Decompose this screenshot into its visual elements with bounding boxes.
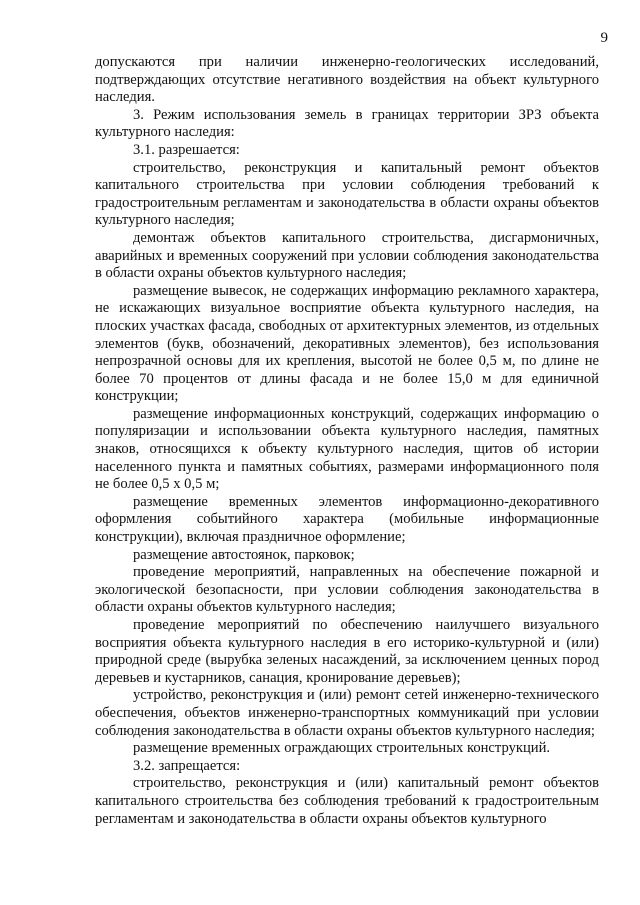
page-number: 9 xyxy=(600,30,608,46)
paragraph-continuation: допускаются при наличии инженерно-геологических исследований, подтверждающих отсутствие негативного воздействия на объект культурного наследия. xyxy=(95,54,599,106)
permitted-item-temporary-decor: размещение временных элементов информационно-декоративного оформления событийного характера (мобильные информационные конструкции), включая праздничное оформление; xyxy=(95,493,599,546)
permitted-item-demolition: демонтаж объектов капитального строительства, дисгармоничных, аварийных и временных сооружений при условии соблюдения законодательства в области охраны объектов культурного наследия; xyxy=(95,229,599,282)
permitted-item-temporary-fences: размещение временных ограждающих строительных конструкций. xyxy=(133,740,551,757)
prohibited-item-construction: строительство, реконструкция и (или) капитальный ремонт объектов капитального строительства без соблюдения требований к градостроительным регламентам и законодательства в области охраны объектов культурного xyxy=(95,775,599,827)
section-3-heading: 3. Режим использования земель в границах территории ЗРЗ объекта культурного наследия: xyxy=(95,106,599,141)
document-body xyxy=(95,54,599,828)
permitted-item-safety: проведение мероприятий, направленных на обеспечение пожарной и экологической безопасности, при условии соблюдения законодательства в области охраны объектов культурного наследия; xyxy=(95,564,599,616)
permitted-item-info-structures: размещение информационных конструкций, содержащих информацию о популяризации и использовании объекта культурного наследия, памятных знаков, относящихся к объекту культурного наследия, щитов об истории населенного пункта и памятных событиях, размерами информационного поля не более 0,5 х 0,5 м; xyxy=(95,405,599,493)
permitted-item-signs: размещение вывесок, не содержащих информацию рекламного характера, не искажающих визуальное восприятие объекта культурного наследия, на плоских участках фасада, свободных от архитектурных элементов, из отдельных элементов (букв, обозначений, декоративных элементов), без использования непрозрачной основы для их крепления, высотой не более 0,5 м, по длине не более 70 процентов от длины фасада и не более 15,0 м для единичной конструкции; xyxy=(95,282,599,405)
permitted-item-visual-perception: проведение мероприятий по обеспечению наилучшего визуального восприятия объекта культурного наследия в его историко-культурной и (или) природной среде (вырубка зеленых насаждений, за исключением ценных пород деревьев и кустарников, санация, кронирование деревьев); xyxy=(95,617,599,686)
permitted-item-parking: размещение автостоянок, парковок; xyxy=(133,546,355,563)
permitted-item-construction: строительство, реконструкция и капитальный ремонт объектов капитального строительства при условии соблюдения требований к градостроительным регламентам и законодательства в области охраны объектов культурного наследия; xyxy=(95,159,599,229)
subsection-3-2-heading: 3.2. запрещается: xyxy=(133,757,241,774)
subsection-3-1-heading: 3.1. разрешается: xyxy=(133,141,240,158)
permitted-item-utility-networks: устройство, реконструкция и (или) ремонт сетей инженерно-технического обеспечения, объектов инженерно-транспортных коммуникаций при условии соблюдения законодательства в области охраны объектов культурного наследия; xyxy=(95,687,599,739)
